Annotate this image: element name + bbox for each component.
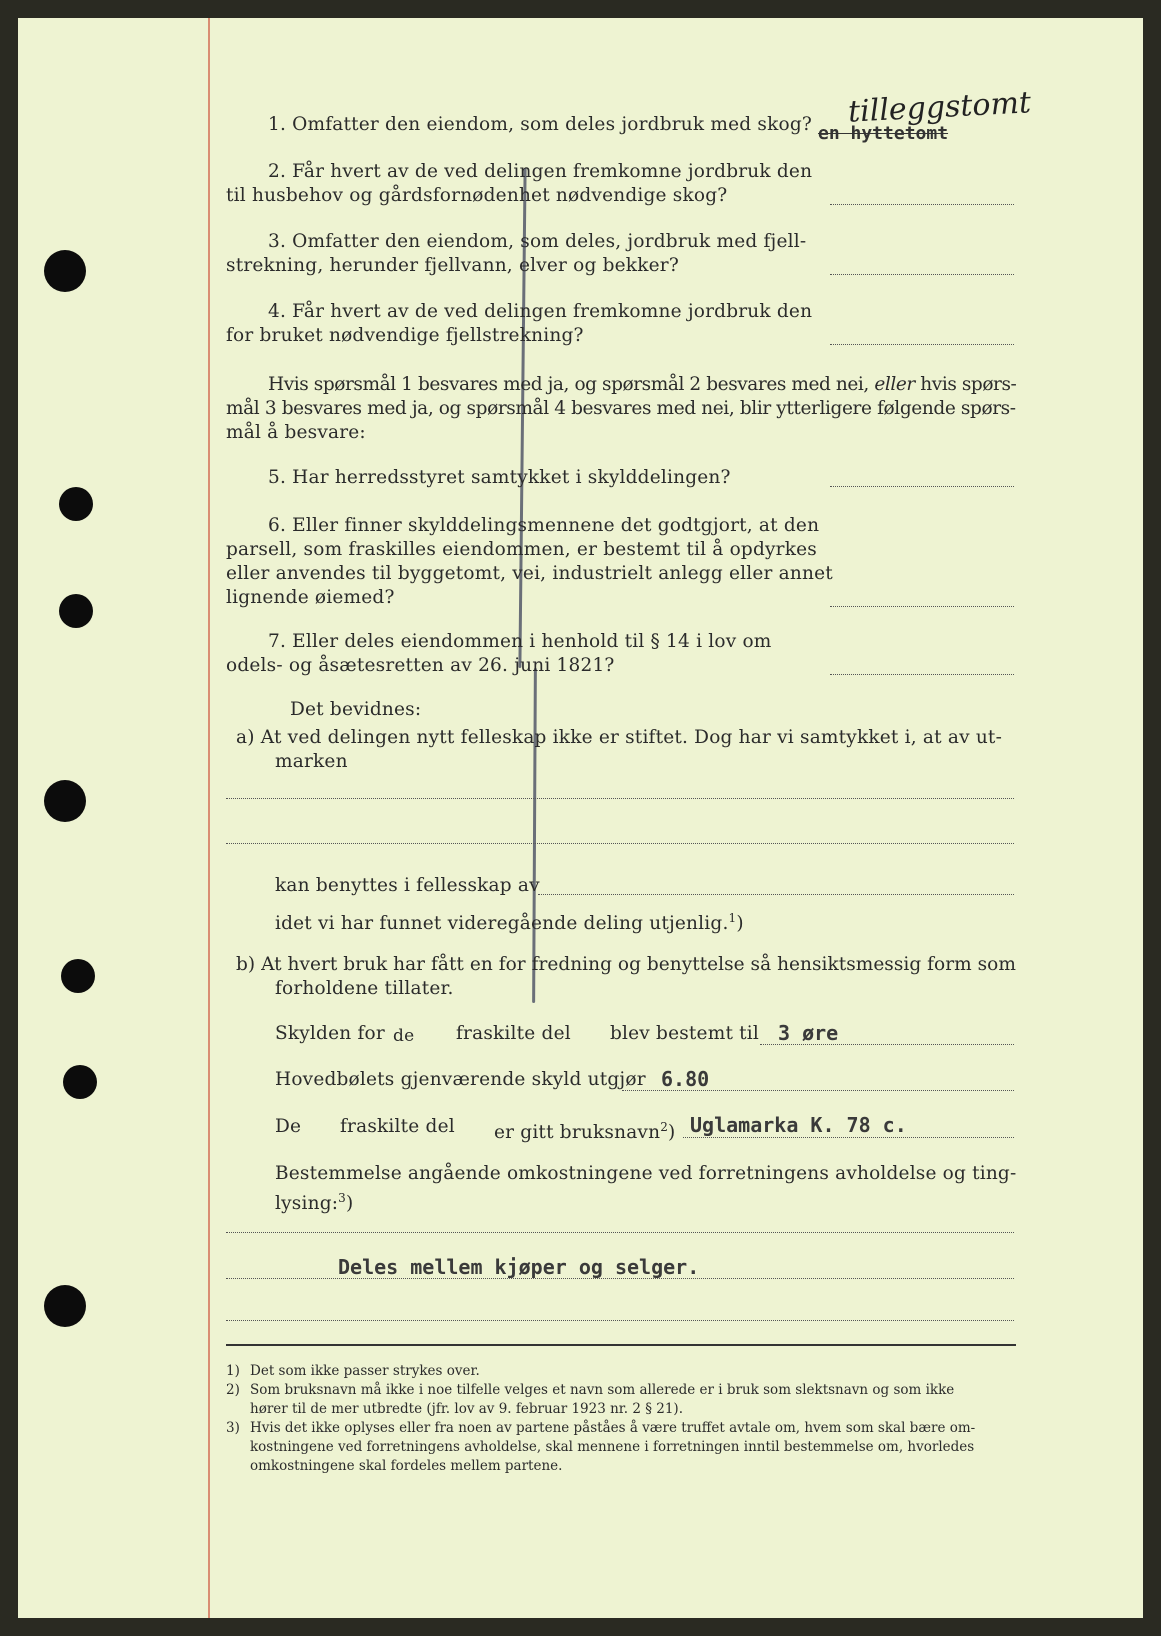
question-6-line-1: 6. Eller finner skylddelingsmennene det godtgjort, at den [268, 515, 820, 536]
punch-hole [63, 1065, 97, 1099]
document-page [18, 18, 1143, 1618]
hoved-label: Hovedbølets gjenværende skyld utgjør [275, 1069, 646, 1090]
punch-hole [44, 250, 86, 292]
fill-line [683, 1137, 1014, 1138]
answer-line [830, 344, 1014, 345]
punch-hole [44, 780, 86, 822]
attest-a-line-2: marken [275, 751, 348, 772]
question-2-line-2: til husbehov og gårdsfornødenhet nødvendige skog? [226, 185, 728, 206]
question-7-line-2: odels- og åsætesretten av 26. juni 1821? [226, 655, 615, 676]
answer-line [830, 674, 1014, 675]
question-6-line-2: parsell, som fraskilles eiendommen, er bestemt til å opdyrkes [226, 539, 817, 560]
question-5: 5. Har herredsstyret samtykket i skylddelingen? [268, 467, 731, 488]
question-3-line-2: strekning, herunder fjellvann, elver og bekker? [226, 255, 679, 276]
attest-b-line-1: b) At hvert bruk har fått en for fredning og benyttelse så hensiktsmessig form som [236, 954, 1016, 975]
deemed-unsuitable: idet vi har funnet videregående deling utjenlig.$^1$) [275, 911, 744, 935]
question-4-line-2: for bruket nødvendige fjellstrekning? [226, 325, 584, 346]
question-3-line-1: 3. Omfatter den eiendom, som deles, jordbruk med fjell- [268, 231, 807, 252]
question-1: 1. Omfatter den eiendom, som deles jordbruk med skog? [268, 114, 813, 135]
cost-line-2: lysing:$^3$) [275, 1191, 354, 1215]
answer-line [830, 204, 1014, 205]
condition-line-1: Hvis spørsmål 1 besvares med ja, og spørsmål 2 besvares med nei, eller hvis spørs- [268, 374, 1017, 395]
cost-line-1: Bestemmelse angående omkostningene ved forretningens avholdelse og ting- [275, 1163, 1017, 1184]
common-use-label: kan benyttes i fellesskap av [275, 875, 540, 896]
attest-b-line-2: forholdene tillater. [275, 978, 454, 999]
fill-line [226, 843, 1014, 844]
punch-hole [61, 959, 95, 993]
skyld-de: de [393, 1026, 415, 1046]
footnote-3-line-1: Hvis det ikke oplyses eller fra noen av partene påståes å være truffet avtale om, hvem som skal bære om- [250, 1420, 976, 1436]
footnote-3-line-2: kostningene ved forretningens avholdelse, skal mennene i forretningen inntil bestemmelse om, hvorledes [250, 1439, 975, 1455]
skyld-label-b: fraskilte del [456, 1023, 571, 1044]
punch-hole [44, 1285, 86, 1327]
condition-line-3: mål å besvare: [226, 422, 366, 443]
question-6-line-4: lignende øiemed? [226, 587, 395, 608]
footnote-2-line-2: hører til de mer utbredte (jfr. lov av 9. februar 1923 nr. 2 § 21). [250, 1401, 683, 1417]
question-7-line-1: 7. Eller deles eiendommen i henhold til § 14 i lov om [268, 631, 772, 652]
footnote-rule [226, 1344, 1016, 1346]
bruk-value: Uglamarka K. 78 c. [690, 1113, 907, 1137]
punch-hole [59, 487, 93, 521]
skyld-label-a: Skylden for [275, 1023, 385, 1044]
footnote-1: Det som ikke passer strykes over. [250, 1363, 480, 1379]
question-6-line-3: eller anvendes til byggetomt, vei, industrielt anlegg eller annet [226, 563, 833, 584]
margin-line [208, 18, 210, 1618]
footnote-3-num: 3) [226, 1420, 240, 1436]
bruk-label-c: er gitt bruksnavn$^2$) [494, 1120, 676, 1144]
cost-value: Deles mellem kjøper og selger. [338, 1255, 700, 1279]
footnote-3-line-3: omkostningene skal fordeles mellem partene. [250, 1458, 563, 1474]
fill-line [538, 894, 1014, 895]
condition-line-2: mål 3 besvares med ja, og spørsmål 4 besvares med nei, blir ytterligere følgende spørs- [226, 398, 1016, 419]
question-2-line-1: 2. Får hvert av de ved delingen fremkomne jordbruk den [268, 161, 813, 182]
footnote-2-num: 2) [226, 1382, 240, 1398]
handwritten-answer: tilleggstomt [847, 85, 1032, 130]
bruk-de: De [275, 1116, 302, 1137]
skyld-label-c: blev bestemt til [610, 1023, 760, 1044]
fill-line [226, 798, 1014, 799]
skyld-value: 3 øre [778, 1021, 839, 1045]
answer-line [830, 486, 1014, 487]
footnote-1-num: 1) [226, 1363, 240, 1379]
attest-heading: Det bevidnes: [290, 699, 422, 720]
bruk-label-b: fraskilte del [340, 1116, 455, 1137]
punch-hole [59, 594, 93, 628]
hoved-value: 6.80 [661, 1067, 710, 1091]
question-4-line-1: 4. Får hvert av de ved delingen fremkomne jordbruk den [268, 301, 813, 322]
answer-line [830, 606, 1014, 607]
answer-line [830, 274, 1014, 275]
fill-line [226, 1232, 1014, 1233]
attest-a-line-1: a) At ved delingen nytt felleskap ikke er stiftet. Dog har vi samtykket i, at av ut- [236, 727, 1003, 748]
fill-line [226, 1320, 1014, 1321]
struck-answer: en hyttetomt [818, 123, 949, 144]
footnote-2-line-1: Som bruksnavn må ikke i noe tilfelle velges et navn som allerede er i bruk som slektsnavn og som ikke [250, 1382, 955, 1398]
